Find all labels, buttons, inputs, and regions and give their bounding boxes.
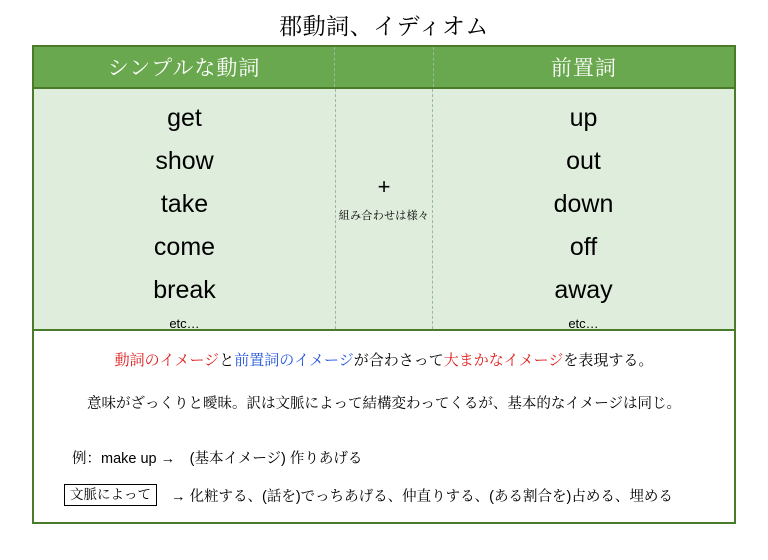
list-item: off: [569, 233, 598, 261]
combination-column: [335, 89, 433, 329]
explanation-block: [34, 329, 734, 522]
list-item: break: [153, 276, 216, 304]
phrasal-verb-diagram: [32, 45, 736, 524]
explanation-line-2: 意味がざっくりと曖昧。訳は文脈によって結構変わってくるが、基本的なイメージは同じ。: [87, 396, 681, 412]
rough-image-text: 大まかなイメージ: [443, 352, 564, 369]
express-text: を表現する。: [563, 352, 654, 369]
list-item: out: [566, 147, 601, 175]
list-item: down: [553, 190, 614, 218]
conjunction-text: と: [219, 352, 235, 369]
context-label-box: 文脈によって: [64, 484, 157, 506]
table-body-row: [34, 87, 734, 329]
list-item: away: [554, 276, 613, 304]
header-preposition: 前置詞: [550, 57, 617, 80]
verb-image-text: 動詞のイメージ: [114, 352, 220, 369]
header-simple-verb: シンプルな動詞: [107, 57, 261, 80]
list-item: take: [160, 190, 209, 218]
list-item: show: [155, 147, 214, 175]
combine-text: が合わさって: [353, 352, 444, 369]
table-header-row: [34, 47, 734, 87]
preposition-image-text: 前置詞のイメージ: [234, 352, 354, 369]
list-item: up: [569, 104, 598, 132]
context-meanings: → 化粧する、(話を)でっちあげる、仲直りする、(ある割合を)占める、埋める: [171, 488, 673, 505]
header-spacer: [334, 47, 434, 87]
list-item: get: [167, 104, 202, 132]
list-item: come: [153, 233, 216, 261]
plus-sign: +: [377, 174, 391, 199]
example-line: 例：make up → (基本イメージ) 作りあげる: [72, 451, 363, 467]
explanation-line-1: [34, 349, 734, 370]
preposition-etc-label: etc…: [568, 316, 599, 331]
verb-etc-label: etc…: [169, 316, 200, 331]
page-title: 郡動詞、イディオム: [279, 13, 489, 39]
context-line: [64, 484, 734, 506]
preposition-column: [433, 89, 734, 329]
verb-column: [34, 89, 335, 329]
combination-note: 組み合わせは様々: [338, 210, 430, 222]
